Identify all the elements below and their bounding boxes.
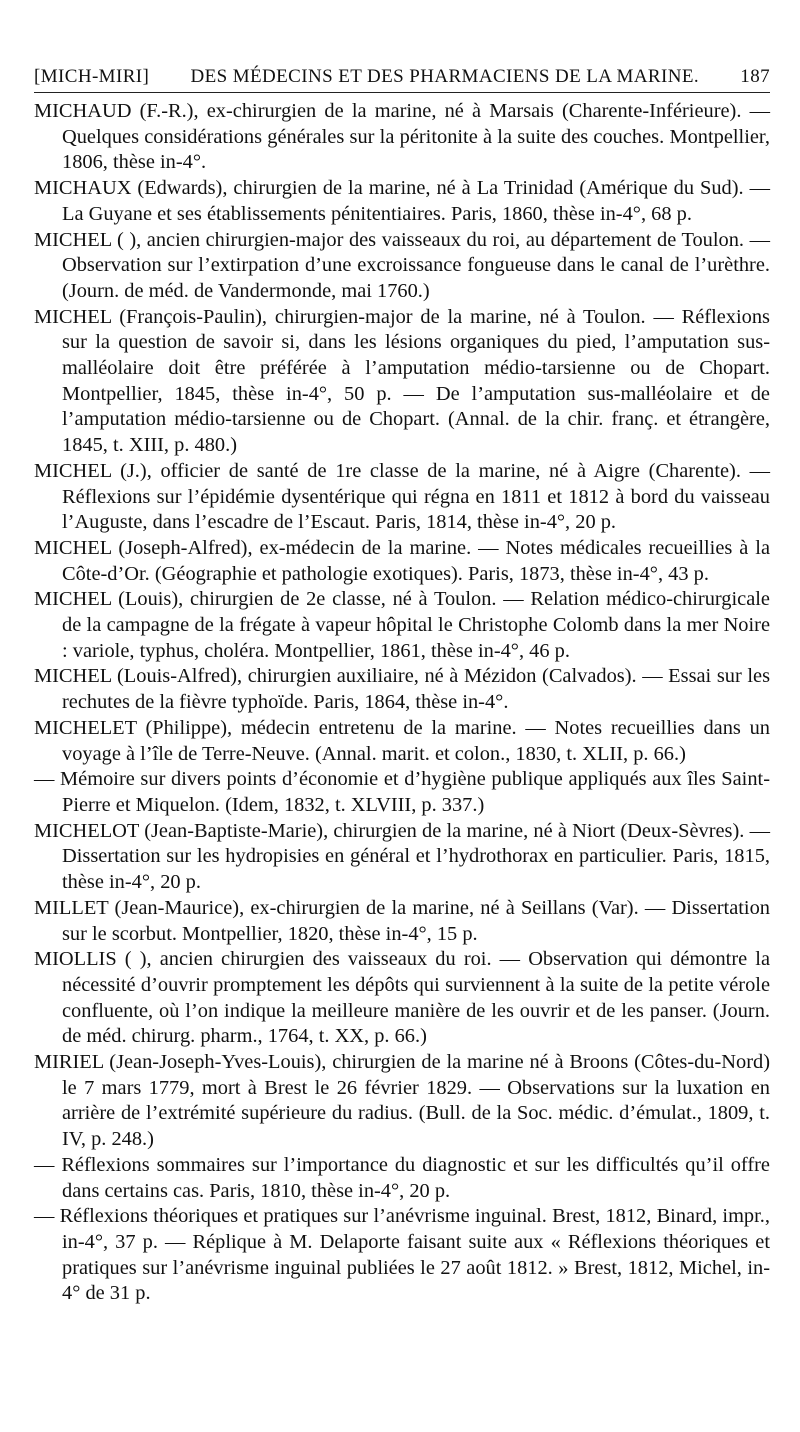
entry-michel-louis: MICHEL (Louis), chirurgien de 2e classe, né à Toulon. — Relation médico-chirurgicale de la campagne de la frégate à vapeur hôpital le Christophe Colomb dans la mer Noire : variole, typhus, choléra. Montpellier, 1861, thèse in-4°, 46 p. xyxy=(34,588,770,662)
entry-michelet: MICHELET (Philippe), médecin entretenu de la marine. — Notes recueillies dans un voyage à l’île de Terre-Neuve. (Annal. marit. et colon., 1830, t. XLII, p. 66.) xyxy=(34,716,770,765)
page-number: 187 xyxy=(740,66,770,87)
running-head xyxy=(34,66,770,93)
entry-michel-j: MICHEL (J.), officier de santé de 1re classe de la marine, né à Aigre (Charente). — Réflexions sur l’épidémie dysentérique qui régna en 1811 et 1812 à bord du vaisseau l’Auguste, dans l’escadre de l’Escaut. Paris, 1814, thèse in-4°, 20 p. xyxy=(34,459,770,534)
entry-miriel-continuation-2: — Réflexions théoriques et pratiques sur l’anévrisme inguinal. Brest, 1812, Binard, impr., in-4°, 37 p. — Réplique à M. Delaporte faisant suite aux « Réflexions théoriques et pratiques sur l’anévrisme inguinal publiées le 27 août 1812. » Brest, 1812, Michel, in-4° de 31 p. xyxy=(34,1205,770,1305)
entry-miriel-continuation-1: — Réflexions sommaires sur l’importance du diagnostic et sur les difficultés qu’il offre dans certains cas. Paris, 1810, thèse in-4°, 20 p. xyxy=(34,1153,770,1202)
entry-list xyxy=(34,99,770,1307)
entry-michelet-continuation: — Mémoire sur divers points d’économie et d’hygiène publique appliqués aux îles Saint-Pierre et Miquelon. (Idem, 1832, t. XLVIII, p. 337.) xyxy=(34,768,770,816)
entry-michel-francois-paulin: MICHEL (François-Paulin), chirurgien-major de la marine, né à Toulon. — Réflexions sur la question de savoir si, dans les lésions organiques du pied, l’amputation sus-malléolaire doit être préférée à l’amputation médio-tarsienne ou de Chopart. Montpellier, 1845, thèse in-4°, 50 p. — De l’amputation sus-malléolaire et de l’amputation médio-tarsienne ou de Chopart. (Annal. de la chir. franç. et étrangère, 1845, t. XIII, p. 480.) xyxy=(34,305,770,457)
entry-miriel: MIRIEL (Jean-Joseph-Yves-Louis), chirurgien de la marine né à Broons (Côtes-du-Nord) le 7 mars 1779, mort à Brest le 26 février 1829. — Observations sur la luxation en arrière de l’extrémité supérieure du radius. (Bull. de la Soc. médic. d’émulat., 1809, t. IV, p. 248.) xyxy=(34,1051,770,1151)
running-head-title: DES MÉDECINS ET DES PHARMACIENS DE LA MARINE. xyxy=(190,66,700,87)
entry-michaud: MICHAUD (F.-R.), ex-chirurgien de la marine, né à Marsais (Charente-Inférieure). — Quelques considérations générales sur la péritonite à la suite des couches. Montpellier, 1806, thèse in-4°. xyxy=(34,100,770,174)
entry-michelot: MICHELOT (Jean-Baptiste-Marie), chirurgien de la marine, né à Niort (Deux-Sèvres). — Dissertation sur les hydropisies en général et l’hydrothorax en particulier. Paris, 1815, thèse in-4°, 20 p. xyxy=(34,819,770,894)
entry-millet: MILLET (Jean-Maurice), ex-chirurgien de la marine, né à Seillans (Var). — Dissertation sur le scorbut. Montpellier, 1820, thèse in-4°, 15 p. xyxy=(34,896,770,945)
entry-michel: MICHEL ( ), ancien chirurgien-major des vaisseaux du roi, au département de Toulon. — Observation sur l’extirpation d’une excroissance fongueuse dans le canal de l’urèthre. (Journ. de méd. de Vandermonde, mai 1760.) xyxy=(34,228,770,302)
running-head-range: [MICH-MIRI] xyxy=(34,66,150,87)
entry-michel-joseph-alfred: MICHEL (Joseph-Alfred), ex-médecin de la marine. — Notes médicales recueillies à la Côte-d’Or. (Géographie et pathologie exotiques). Paris, 1873, thèse in-4°, 43 p. xyxy=(34,536,770,585)
entry-michaux: MICHAUX (Edwards), chirurgien de la marine, né à La Trinidad (Amérique du Sud). — La Guyane et ses établissements pénitentiaires. Paris, 1860, thèse in-4°, 68 p. xyxy=(34,177,770,225)
entry-miollis: MIOLLIS ( ), ancien chirurgien des vaisseaux du roi. — Observation qui démontre la nécessité d’ouvrir promptement les dépôts qui surviennent à la suite de la petite vérole confluente, où l’on indique la meilleure manière de les ouvrir et de les panser. (Journ. de méd. chirurg. pharm., 1764, t. XX, p. 66.) xyxy=(34,948,770,1048)
entry-michel-louis-alfred: MICHEL (Louis-Alfred), chirurgien auxiliaire, né à Mézidon (Calvados). — Essai sur les rechutes de la fièvre typhoïde. Paris, 1864, thèse in-4°. xyxy=(34,665,770,714)
